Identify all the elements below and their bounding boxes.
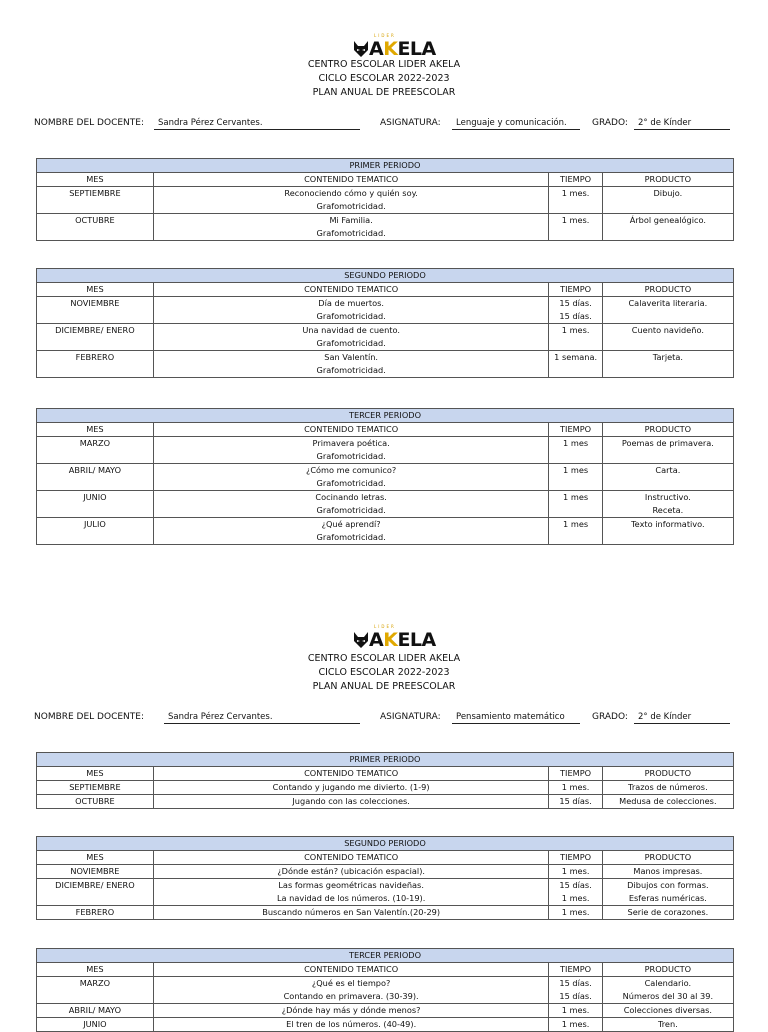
- content-cell: [153, 1018, 549, 1032]
- month-cell: NOVIEMBRE: [37, 865, 154, 879]
- content-line: San Valentín.: [324, 352, 379, 362]
- content-cell: [153, 795, 549, 809]
- header-tiempo: TIEMPO: [549, 283, 602, 297]
- time-line: 1 mes: [563, 438, 589, 448]
- product-line: Esferas numéricas.: [628, 893, 707, 903]
- table-row: [37, 865, 734, 879]
- content-line: ¿Dónde hay más y dónde menos?: [281, 1005, 421, 1015]
- grade-value: 2° de Kínder: [634, 118, 730, 130]
- teacher-label: NOMBRE DEL DOCENTE:: [34, 118, 144, 128]
- month-cell: MARZO: [37, 977, 154, 1004]
- content-line: Grafomotricidad.: [316, 311, 386, 321]
- table-row: [37, 1018, 734, 1032]
- content-line: Las formas geométricas navideñas.: [278, 880, 424, 890]
- content-cell: [153, 1004, 549, 1018]
- product-cell: [602, 1018, 733, 1032]
- grade-label: GRADO:: [592, 712, 628, 722]
- teacher-value: Sandra Pérez Cervantes.: [164, 712, 360, 724]
- content-line: Grafomotricidad.: [316, 505, 386, 515]
- month-cell: JUNIO: [37, 491, 154, 518]
- product-cell: [602, 781, 733, 795]
- content-cell: [153, 977, 549, 1004]
- month-cell: JULIO: [37, 518, 154, 545]
- time-line: 1 mes: [563, 519, 589, 529]
- product-line: Carta.: [655, 465, 681, 475]
- time-line: 15 días.: [559, 298, 592, 308]
- content-line: ¿Dónde están? (ubicación espacial).: [277, 866, 425, 876]
- header-tiempo: TIEMPO: [549, 173, 602, 187]
- content-line: Buscando números en San Valentín.(20-29): [262, 907, 441, 917]
- header-producto: PRODUCTO: [602, 851, 733, 865]
- content-cell: [153, 781, 549, 795]
- product-line: Calendario.: [644, 978, 692, 988]
- period-title-row: [37, 837, 734, 851]
- product-line: Tren.: [657, 1019, 678, 1029]
- time-cell: [549, 906, 602, 920]
- product-cell: [602, 1004, 733, 1018]
- time-line: 1 mes: [563, 492, 589, 502]
- header-mes: MES: [37, 963, 154, 977]
- header-mes: MES: [37, 283, 154, 297]
- month-cell: MARZO: [37, 437, 154, 464]
- content-line: Día de muertos.: [318, 298, 384, 308]
- time-line: 15 días.: [559, 880, 592, 890]
- product-line: Cuento navideño.: [631, 325, 704, 335]
- content-line: Una navidad de cuento.: [302, 325, 400, 335]
- time-line: 1 mes.: [561, 188, 590, 198]
- product-cell: [602, 977, 733, 1004]
- content-line: ¿Cómo me comunico?: [305, 465, 397, 475]
- column-header-row: [37, 851, 734, 865]
- month-cell: SEPTIEMBRE: [37, 781, 154, 795]
- content-line: Mi Familia.: [329, 215, 373, 225]
- logo-tiny-text: LIDER: [374, 624, 396, 629]
- content-line: Grafomotricidad.: [316, 532, 386, 542]
- product-line: Receta.: [652, 505, 684, 515]
- product-cell: [602, 906, 733, 920]
- product-line: Poemas de primavera.: [621, 438, 714, 448]
- subject-label: ASIGNATURA:: [380, 118, 441, 128]
- wolf-icon: [352, 631, 370, 649]
- logo-wordmark: AKELA: [369, 629, 436, 651]
- header-contenido: CONTENIDO TEMATICO: [153, 963, 549, 977]
- time-line: 15 días.: [559, 991, 592, 1001]
- column-header-row: [37, 767, 734, 781]
- grade-label: GRADO:: [592, 118, 628, 128]
- time-cell: [549, 977, 602, 1004]
- content-line: El tren de los números. (40-49).: [286, 1019, 417, 1029]
- period-table: [36, 752, 734, 809]
- product-line: Calaverita literaria.: [628, 298, 708, 308]
- content-line: ¿Qué aprendí?: [321, 519, 381, 529]
- product-line: Dibujos con formas.: [627, 880, 709, 890]
- time-line: 1 mes.: [561, 325, 590, 335]
- table-row: [37, 1004, 734, 1018]
- plan-title: PLAN ANUAL DE PREESCOLAR: [312, 87, 456, 98]
- content-cell: [153, 879, 549, 906]
- product-line: Instructivo.: [644, 492, 691, 502]
- period-title: PRIMER PERIODO: [37, 159, 734, 173]
- product-line: Medusa de colecciones.: [619, 796, 717, 806]
- time-line: 1 mes: [563, 465, 589, 475]
- month-cell: OCTUBRE: [37, 214, 154, 241]
- table-row: [37, 879, 734, 906]
- content-cell: [153, 865, 549, 879]
- period-title: SEGUNDO PERIODO: [37, 269, 734, 283]
- time-line: 1 mes.: [561, 893, 590, 903]
- period-title: SEGUNDO PERIODO: [37, 837, 734, 851]
- product-line: Árbol genealógico.: [629, 215, 706, 225]
- month-cell: JUNIO: [37, 1018, 154, 1032]
- month-cell: FEBRERO: [37, 351, 154, 378]
- header-producto: PRODUCTO: [602, 283, 733, 297]
- month-cell: ABRIL/ MAYO: [37, 464, 154, 491]
- time-line: 15 días.: [559, 311, 592, 321]
- period-title: TERCER PERIODO: [37, 949, 734, 963]
- month-cell: FEBRERO: [37, 906, 154, 920]
- content-line: Primavera poética.: [312, 438, 390, 448]
- content-line: Grafomotricidad.: [316, 338, 386, 348]
- time-cell: [549, 879, 602, 906]
- logo-tiny-text: LIDER: [374, 33, 396, 38]
- product-cell: [602, 795, 733, 809]
- header-mes: MES: [37, 767, 154, 781]
- time-line: 1 mes.: [561, 782, 590, 792]
- plan-title: PLAN ANUAL DE PREESCOLAR: [312, 681, 456, 692]
- time-line: 15 días.: [559, 796, 592, 806]
- content-line: Grafomotricidad.: [316, 365, 386, 375]
- time-line: 1 mes.: [561, 907, 590, 917]
- school-year: CICLO ESCOLAR 2022-2023: [318, 73, 450, 84]
- school-year: CICLO ESCOLAR 2022-2023: [318, 667, 450, 678]
- time-line: 1 mes.: [561, 1019, 590, 1029]
- product-line: Colecciones diversas.: [623, 1005, 712, 1015]
- time-line: 1 mes.: [561, 866, 590, 876]
- header-mes: MES: [37, 851, 154, 865]
- content-line: Grafomotricidad.: [316, 478, 386, 488]
- time-cell: [549, 865, 602, 879]
- header-tiempo: TIEMPO: [549, 767, 602, 781]
- header-contenido: CONTENIDO TEMATICO: [153, 851, 549, 865]
- table-row: [37, 781, 734, 795]
- teacher-label: NOMBRE DEL DOCENTE:: [34, 712, 144, 722]
- content-line: Grafomotricidad.: [316, 228, 386, 238]
- header-contenido: CONTENIDO TEMATICO: [153, 423, 549, 437]
- product-line: Dibujo.: [653, 188, 683, 198]
- header-contenido: CONTENIDO TEMATICO: [153, 173, 549, 187]
- header-mes: MES: [37, 173, 154, 187]
- subject-label: ASIGNATURA:: [380, 712, 441, 722]
- month-cell: DICIEMBRE/ ENERO: [37, 324, 154, 351]
- info-line: [34, 712, 734, 726]
- header-tiempo: TIEMPO: [549, 851, 602, 865]
- header-contenido: CONTENIDO TEMATICO: [153, 283, 549, 297]
- time-line: 15 días.: [559, 978, 592, 988]
- content-line: La navidad de los números. (10-19).: [276, 893, 426, 903]
- header-mes: MES: [37, 423, 154, 437]
- content-line: Reconociendo cómo y quién soy.: [284, 188, 418, 198]
- product-cell: [602, 865, 733, 879]
- akela-logo: [352, 624, 436, 651]
- time-cell: [549, 1018, 602, 1032]
- content-cell: [153, 906, 549, 920]
- content-line: ¿Qué es el tiempo?: [311, 978, 391, 988]
- content-line: Jugando con las colecciones.: [292, 796, 410, 806]
- time-line: 1 mes.: [561, 1005, 590, 1015]
- product-line: Manos impresas.: [633, 866, 703, 876]
- grade-value: 2° de Kínder: [634, 712, 730, 724]
- product-line: Serie de corazones.: [627, 907, 709, 917]
- time-cell: [549, 1004, 602, 1018]
- product-cell: [602, 879, 733, 906]
- month-cell: ABRIL/ MAYO: [37, 1004, 154, 1018]
- school-name: CENTRO ESCOLAR LIDER AKELA: [307, 653, 461, 664]
- period-title: TERCER PERIODO: [37, 409, 734, 423]
- period-title-row: [37, 753, 734, 767]
- period-table: [36, 836, 734, 920]
- time-line: 1 semana.: [554, 352, 598, 362]
- table-row: [37, 795, 734, 809]
- period-title-row: [37, 949, 734, 963]
- content-line: Contando en primavera. (30-39).: [283, 991, 419, 1001]
- content-line: Grafomotricidad.: [316, 451, 386, 461]
- school-name: CENTRO ESCOLAR LIDER AKELA: [307, 59, 461, 70]
- header-producto: PRODUCTO: [602, 963, 733, 977]
- teacher-value: Sandra Pérez Cervantes.: [154, 118, 360, 130]
- header-tiempo: TIEMPO: [549, 963, 602, 977]
- product-line: Números del 30 al 39.: [622, 991, 714, 1001]
- time-cell: [549, 781, 602, 795]
- month-cell: SEPTIEMBRE: [37, 187, 154, 214]
- product-line: Trazos de números.: [628, 782, 708, 792]
- subject-value: Pensamiento matemático: [452, 712, 580, 724]
- content-line: Grafomotricidad.: [316, 201, 386, 211]
- product-line: Tarjeta.: [652, 352, 683, 362]
- time-line: 1 mes.: [561, 215, 590, 225]
- header-contenido: CONTENIDO TEMATICO: [153, 767, 549, 781]
- header-producto: PRODUCTO: [602, 173, 733, 187]
- table-row: [37, 906, 734, 920]
- content-line: Contando y jugando me divierto. (1-9): [272, 782, 430, 792]
- period-table: [36, 948, 734, 1032]
- month-cell: OCTUBRE: [37, 795, 154, 809]
- product-line: Texto informativo.: [631, 519, 705, 529]
- header-tiempo: TIEMPO: [549, 423, 602, 437]
- period-title: PRIMER PERIODO: [37, 753, 734, 767]
- logo-wordmark: AKELA: [369, 38, 436, 60]
- time-cell: [549, 795, 602, 809]
- header-producto: PRODUCTO: [602, 423, 733, 437]
- table-row: [37, 977, 734, 1004]
- subject-value: Lenguaje y comunicación.: [452, 118, 580, 130]
- column-header-row: [37, 963, 734, 977]
- month-cell: NOVIEMBRE: [37, 297, 154, 324]
- header-producto: PRODUCTO: [602, 767, 733, 781]
- content-line: Cocinando letras.: [315, 492, 387, 502]
- month-cell: DICIEMBRE/ ENERO: [37, 879, 154, 906]
